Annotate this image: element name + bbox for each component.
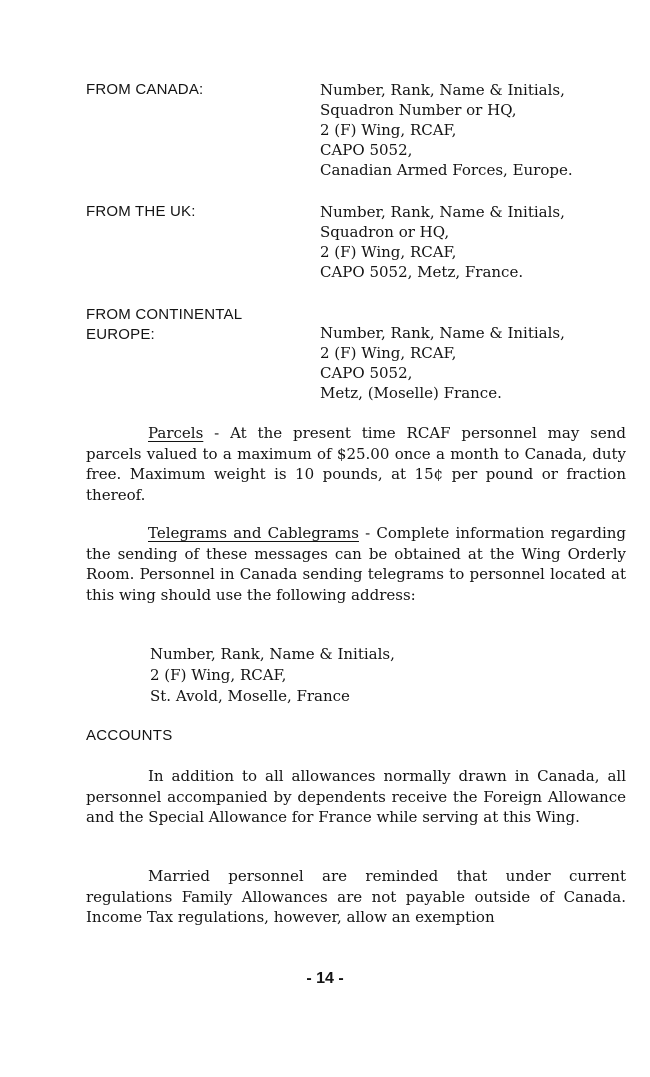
page-number: - 14 - bbox=[306, 970, 344, 987]
address-line: 2 (F) Wing, RCAF, bbox=[320, 243, 457, 261]
address-line: 2 (F) Wing, RCAF, bbox=[320, 344, 457, 362]
address-line: 2 (F) Wing, RCAF, bbox=[150, 666, 287, 684]
address-line: CAPO 5052, bbox=[320, 364, 413, 382]
address-label: FROM CANADA: bbox=[86, 81, 204, 98]
accounts-paragraph-2 bbox=[86, 866, 626, 928]
address-line: Number, Rank, Name & Initials, bbox=[150, 645, 395, 663]
address-line: Squadron or HQ, bbox=[320, 223, 450, 241]
address-lines bbox=[320, 323, 565, 403]
address-line: CAPO 5052, bbox=[320, 141, 413, 159]
address-lines bbox=[320, 80, 573, 180]
accounts-paragraph-1 bbox=[86, 766, 626, 828]
address-line: Canadian Armed Forces, Europe. bbox=[320, 161, 573, 179]
address-lines bbox=[320, 202, 565, 282]
address-line: St. Avold, Moselle, France bbox=[150, 687, 350, 705]
address-line: Number, Rank, Name & Initials, bbox=[320, 324, 565, 342]
address-line: Number, Rank, Name & Initials, bbox=[320, 203, 565, 221]
accounts-paragraph-1-text: In addition to all allowances normally drawn in Canada, all personnel accompanied by dependents receive the Foreign Allowance and the Special Allowance for France while serving at this Wing. bbox=[86, 767, 626, 826]
address-line: Number, Rank, Name & Initials, bbox=[320, 81, 565, 99]
telegram-address bbox=[150, 644, 395, 707]
telegrams-heading: Telegrams and Cablegrams bbox=[148, 524, 359, 542]
address-line: CAPO 5052, Metz, France. bbox=[320, 263, 524, 281]
telegrams-text: - Complete information regarding the sending of these messages can be obtained at the Wing Orderly Room. Personnel in Canada sending telegrams to personnel located at this wing should use the following address: bbox=[86, 524, 627, 604]
address-line: 2 (F) Wing, RCAF, bbox=[320, 121, 457, 139]
address-line: Metz, (Moselle) France. bbox=[320, 384, 502, 402]
address-label: FROM THE UK: bbox=[86, 203, 196, 220]
parcels-heading: Parcels bbox=[148, 424, 204, 442]
parcels-text: - At the present time RCAF personnel may send parcels valued to a maximum of $25.00 once a month to Canada, duty free. Maximum weight is 10 pounds, at 15¢ per pound or fraction thereof. bbox=[86, 424, 626, 504]
telegrams-paragraph bbox=[86, 523, 626, 605]
accounts-paragraph-2-text: Married personnel are reminded that under current regulations Family Allowances are not payable outside of Canada. Income Tax regulations, however, allow an exemption bbox=[86, 867, 626, 926]
accounts-heading: ACCOUNTS bbox=[86, 727, 173, 744]
parcels-paragraph bbox=[86, 423, 626, 505]
address-line: Squadron Number or HQ, bbox=[320, 101, 517, 119]
address-label: FROM CONTINENTAL EUROPE: bbox=[86, 306, 243, 343]
